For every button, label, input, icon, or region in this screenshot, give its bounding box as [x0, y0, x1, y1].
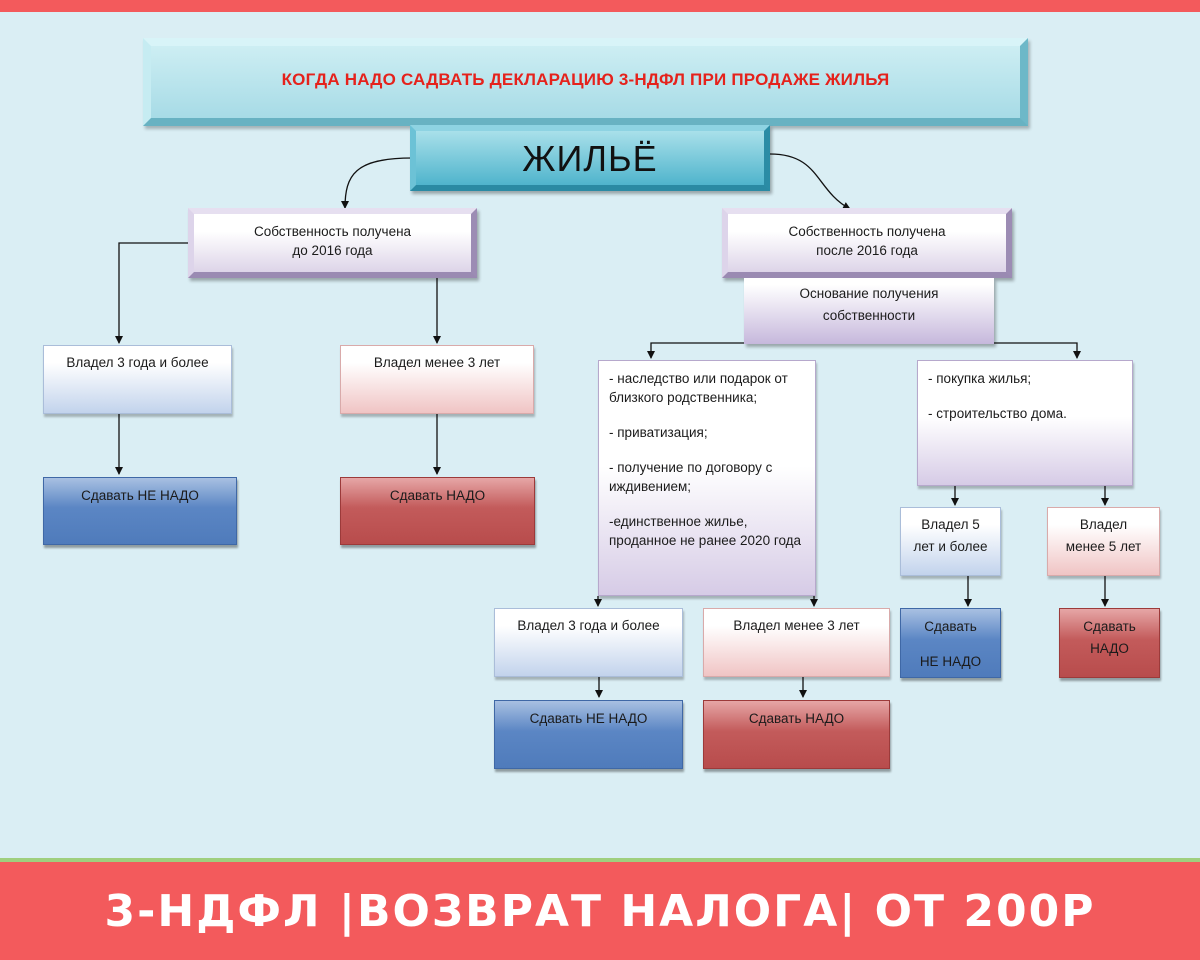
node-left-owned-3plus	[43, 345, 232, 414]
list-inheritance-item-4: -единственное жилье, проданное не ранее 2020 года	[609, 514, 802, 548]
node-b-owned-5plus-line1: Владел 5	[921, 517, 980, 532]
node-b-result-not-needed	[900, 608, 1001, 678]
node-ownership-after-2016-line1: Собственность получена	[788, 224, 946, 239]
node-a-owned-less-3-label: Владел менее 3 лет	[733, 618, 860, 633]
node-left-result-not-needed	[43, 477, 237, 545]
node-ownership-after-2016	[722, 208, 1012, 278]
node-b-result-needed	[1059, 608, 1160, 678]
node-b-result-not-needed-line1: Сдавать	[924, 619, 977, 634]
node-left-result-needed-label: Сдавать НАДО	[389, 488, 486, 503]
list-purchase-item-2: - строительство дома.	[928, 406, 1067, 421]
root-node-label: ЖИЛЬЁ	[522, 137, 658, 179]
node-b-result-not-needed-line2: НЕ НАДО	[919, 654, 982, 669]
node-ownership-basis-line2: собственности	[822, 308, 916, 323]
line-basis-to-list-a	[651, 343, 744, 358]
node-b-owned-less-5-line2: менее 5 лет	[1065, 539, 1142, 554]
node-a-result-not-needed	[494, 700, 683, 769]
node-b-owned-less-5-line1: Владел	[1079, 517, 1128, 532]
footer-banner	[0, 858, 1200, 960]
node-a-owned-less-3	[703, 608, 890, 677]
node-ownership-basis-line1: Основание получения	[799, 286, 939, 301]
node-b-owned-less-5	[1047, 507, 1160, 576]
curve-to-left-branch	[345, 158, 412, 208]
node-list-inheritance	[598, 360, 816, 596]
node-a-owned-3plus	[494, 608, 683, 677]
diagram-title: КОГДА НАДО САДВАТЬ ДЕКЛАРАЦИЮ 3-НДФЛ ПРИ ПРОДАЖЕ ЖИЛЬЯ	[281, 69, 890, 89]
node-ownership-before-2016-line1: Собственность получена	[253, 224, 412, 239]
list-purchase-item-1: - покупка жилья;	[928, 371, 1032, 386]
diagram-title-box	[143, 38, 1028, 126]
node-b-owned-5plus	[900, 507, 1001, 576]
node-b-result-needed-line2: НАДО	[1090, 641, 1129, 656]
node-a-result-not-needed-label: Сдавать НЕ НАДО	[529, 711, 648, 726]
list-inheritance-item-2: - приватизация;	[609, 425, 708, 440]
node-b-owned-5plus-line2: лет и более	[913, 539, 988, 554]
list-inheritance-item-1: - наследство или подарок от близкого родственника;	[609, 371, 788, 405]
node-ownership-after-2016-line2: после 2016 года	[816, 243, 918, 258]
line-left-to-3plus	[119, 243, 190, 343]
node-list-purchase	[917, 360, 1133, 486]
root-node-housing	[410, 125, 770, 191]
node-ownership-before-2016	[188, 208, 477, 278]
node-left-owned-less-3-label: Владел менее 3 лет	[373, 355, 501, 370]
node-a-owned-3plus-label: Владел 3 года и более	[517, 618, 660, 633]
list-inheritance-item-3: - получение по договору с иждивением;	[609, 460, 773, 494]
node-ownership-before-2016-line2: до 2016 года	[292, 243, 373, 258]
node-a-result-needed	[703, 700, 890, 769]
node-left-owned-3plus-label: Владел 3 года и более	[66, 355, 209, 370]
line-basis-to-list-b	[994, 343, 1077, 358]
node-left-owned-less-3	[340, 345, 534, 414]
node-left-result-not-needed-label: Сдавать НЕ НАДО	[81, 488, 199, 503]
node-ownership-basis	[744, 278, 994, 344]
node-left-result-needed	[340, 477, 535, 545]
node-b-result-needed-line1: Сдавать	[1083, 619, 1136, 634]
node-a-result-needed-label: Сдавать НАДО	[748, 711, 845, 726]
footer-text: 3-НДФЛ |ВОЗВРАТ НАЛОГА| ОТ 200Р	[104, 885, 1096, 937]
curve-to-right-branch	[770, 154, 850, 209]
